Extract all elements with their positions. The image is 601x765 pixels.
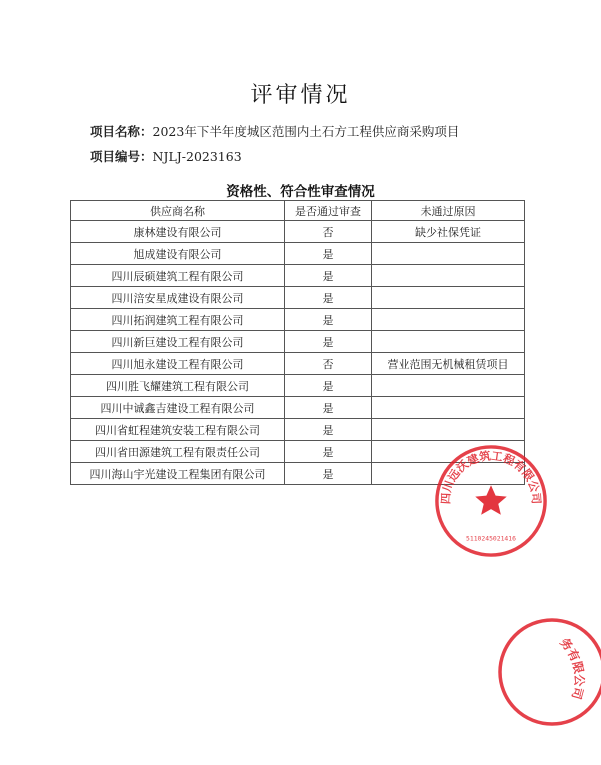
project-code-line — [90, 147, 242, 165]
seal-company-name: 四川远沃建筑工程有限公司 — [439, 449, 543, 505]
reason-cell: 缺少社保凭证 — [372, 221, 525, 243]
partial-seal-graphic — [494, 612, 601, 730]
passed-cell: 是 — [285, 397, 372, 419]
supplier-cell: 四川拓润建筑工程有限公司 — [71, 309, 285, 331]
passed-cell: 否 — [285, 353, 372, 375]
column-header-reason: 未通过原因 — [372, 201, 525, 221]
passed-cell: 否 — [285, 221, 372, 243]
partial-seal-text: 务有限公司 — [557, 635, 587, 701]
passed-cell: 是 — [285, 419, 372, 441]
table-row — [71, 397, 525, 419]
reason-cell — [372, 331, 525, 353]
passed-cell: 是 — [285, 331, 372, 353]
reason-cell — [372, 419, 525, 441]
section-title: 资格性、符合性审查情况 — [226, 184, 375, 200]
reason-cell — [372, 265, 525, 287]
supplier-cell: 四川海山宇光建设工程集团有限公司 — [71, 463, 285, 485]
passed-cell: 是 — [285, 265, 372, 287]
project-name-line — [90, 122, 459, 140]
svg-text:务有限公司 — [557, 635, 586, 701]
passed-cell: 是 — [285, 243, 372, 265]
supplier-cell: 四川省虹程建筑安装工程有限公司 — [71, 419, 285, 441]
reason-cell — [372, 375, 525, 397]
table-row — [71, 419, 525, 441]
page-title: 评审情况 — [250, 83, 351, 108]
table-row — [71, 309, 525, 331]
reason-cell — [372, 397, 525, 419]
company-seal-graphic — [432, 442, 550, 560]
reason-cell: 营业范围无机械租赁项目 — [372, 353, 525, 375]
supplier-cell: 康林建设有限公司 — [71, 221, 285, 243]
supplier-cell: 四川涪安星成建设有限公司 — [71, 287, 285, 309]
table-row — [71, 353, 525, 375]
star-icon — [475, 485, 506, 515]
supplier-cell: 四川辰硕建筑工程有限公司 — [71, 265, 285, 287]
reason-cell — [372, 287, 525, 309]
company-seal — [432, 442, 550, 560]
seal-number: 5110245021416 — [466, 534, 516, 543]
project-code-value: NJLJ-2023163 — [152, 149, 242, 164]
reason-cell — [372, 309, 525, 331]
table-row — [71, 287, 525, 309]
passed-cell: 是 — [285, 441, 372, 463]
project-name-label: 项目名称： — [90, 124, 153, 139]
project-name-value: 2023年下半年度城区范围内土石方工程供应商采购项目 — [152, 124, 460, 139]
supplier-cell: 四川省田源建筑工程有限责任公司 — [71, 441, 285, 463]
reason-cell — [372, 243, 525, 265]
passed-cell: 是 — [285, 309, 372, 331]
table-row — [71, 221, 525, 243]
table-row — [71, 265, 525, 287]
column-header-supplier: 供应商名称 — [71, 201, 285, 221]
project-code-label: 项目编号： — [90, 149, 153, 164]
passed-cell: 是 — [285, 287, 372, 309]
passed-cell: 是 — [285, 463, 372, 485]
supplier-cell: 四川胜飞耀建筑工程有限公司 — [71, 375, 285, 397]
table-row — [71, 375, 525, 397]
supplier-cell: 四川新巨建设工程有限公司 — [71, 331, 285, 353]
table-row — [71, 243, 525, 265]
partial-seal — [494, 612, 601, 730]
supplier-cell: 旭成建设有限公司 — [71, 243, 285, 265]
supplier-cell: 四川中诚鑫吉建设工程有限公司 — [71, 397, 285, 419]
supplier-cell: 四川旭永建设工程有限公司 — [71, 353, 285, 375]
table-row — [71, 331, 525, 353]
column-header-passed: 是否通过审查 — [285, 201, 372, 221]
passed-cell: 是 — [285, 375, 372, 397]
table-header-row — [71, 201, 525, 221]
